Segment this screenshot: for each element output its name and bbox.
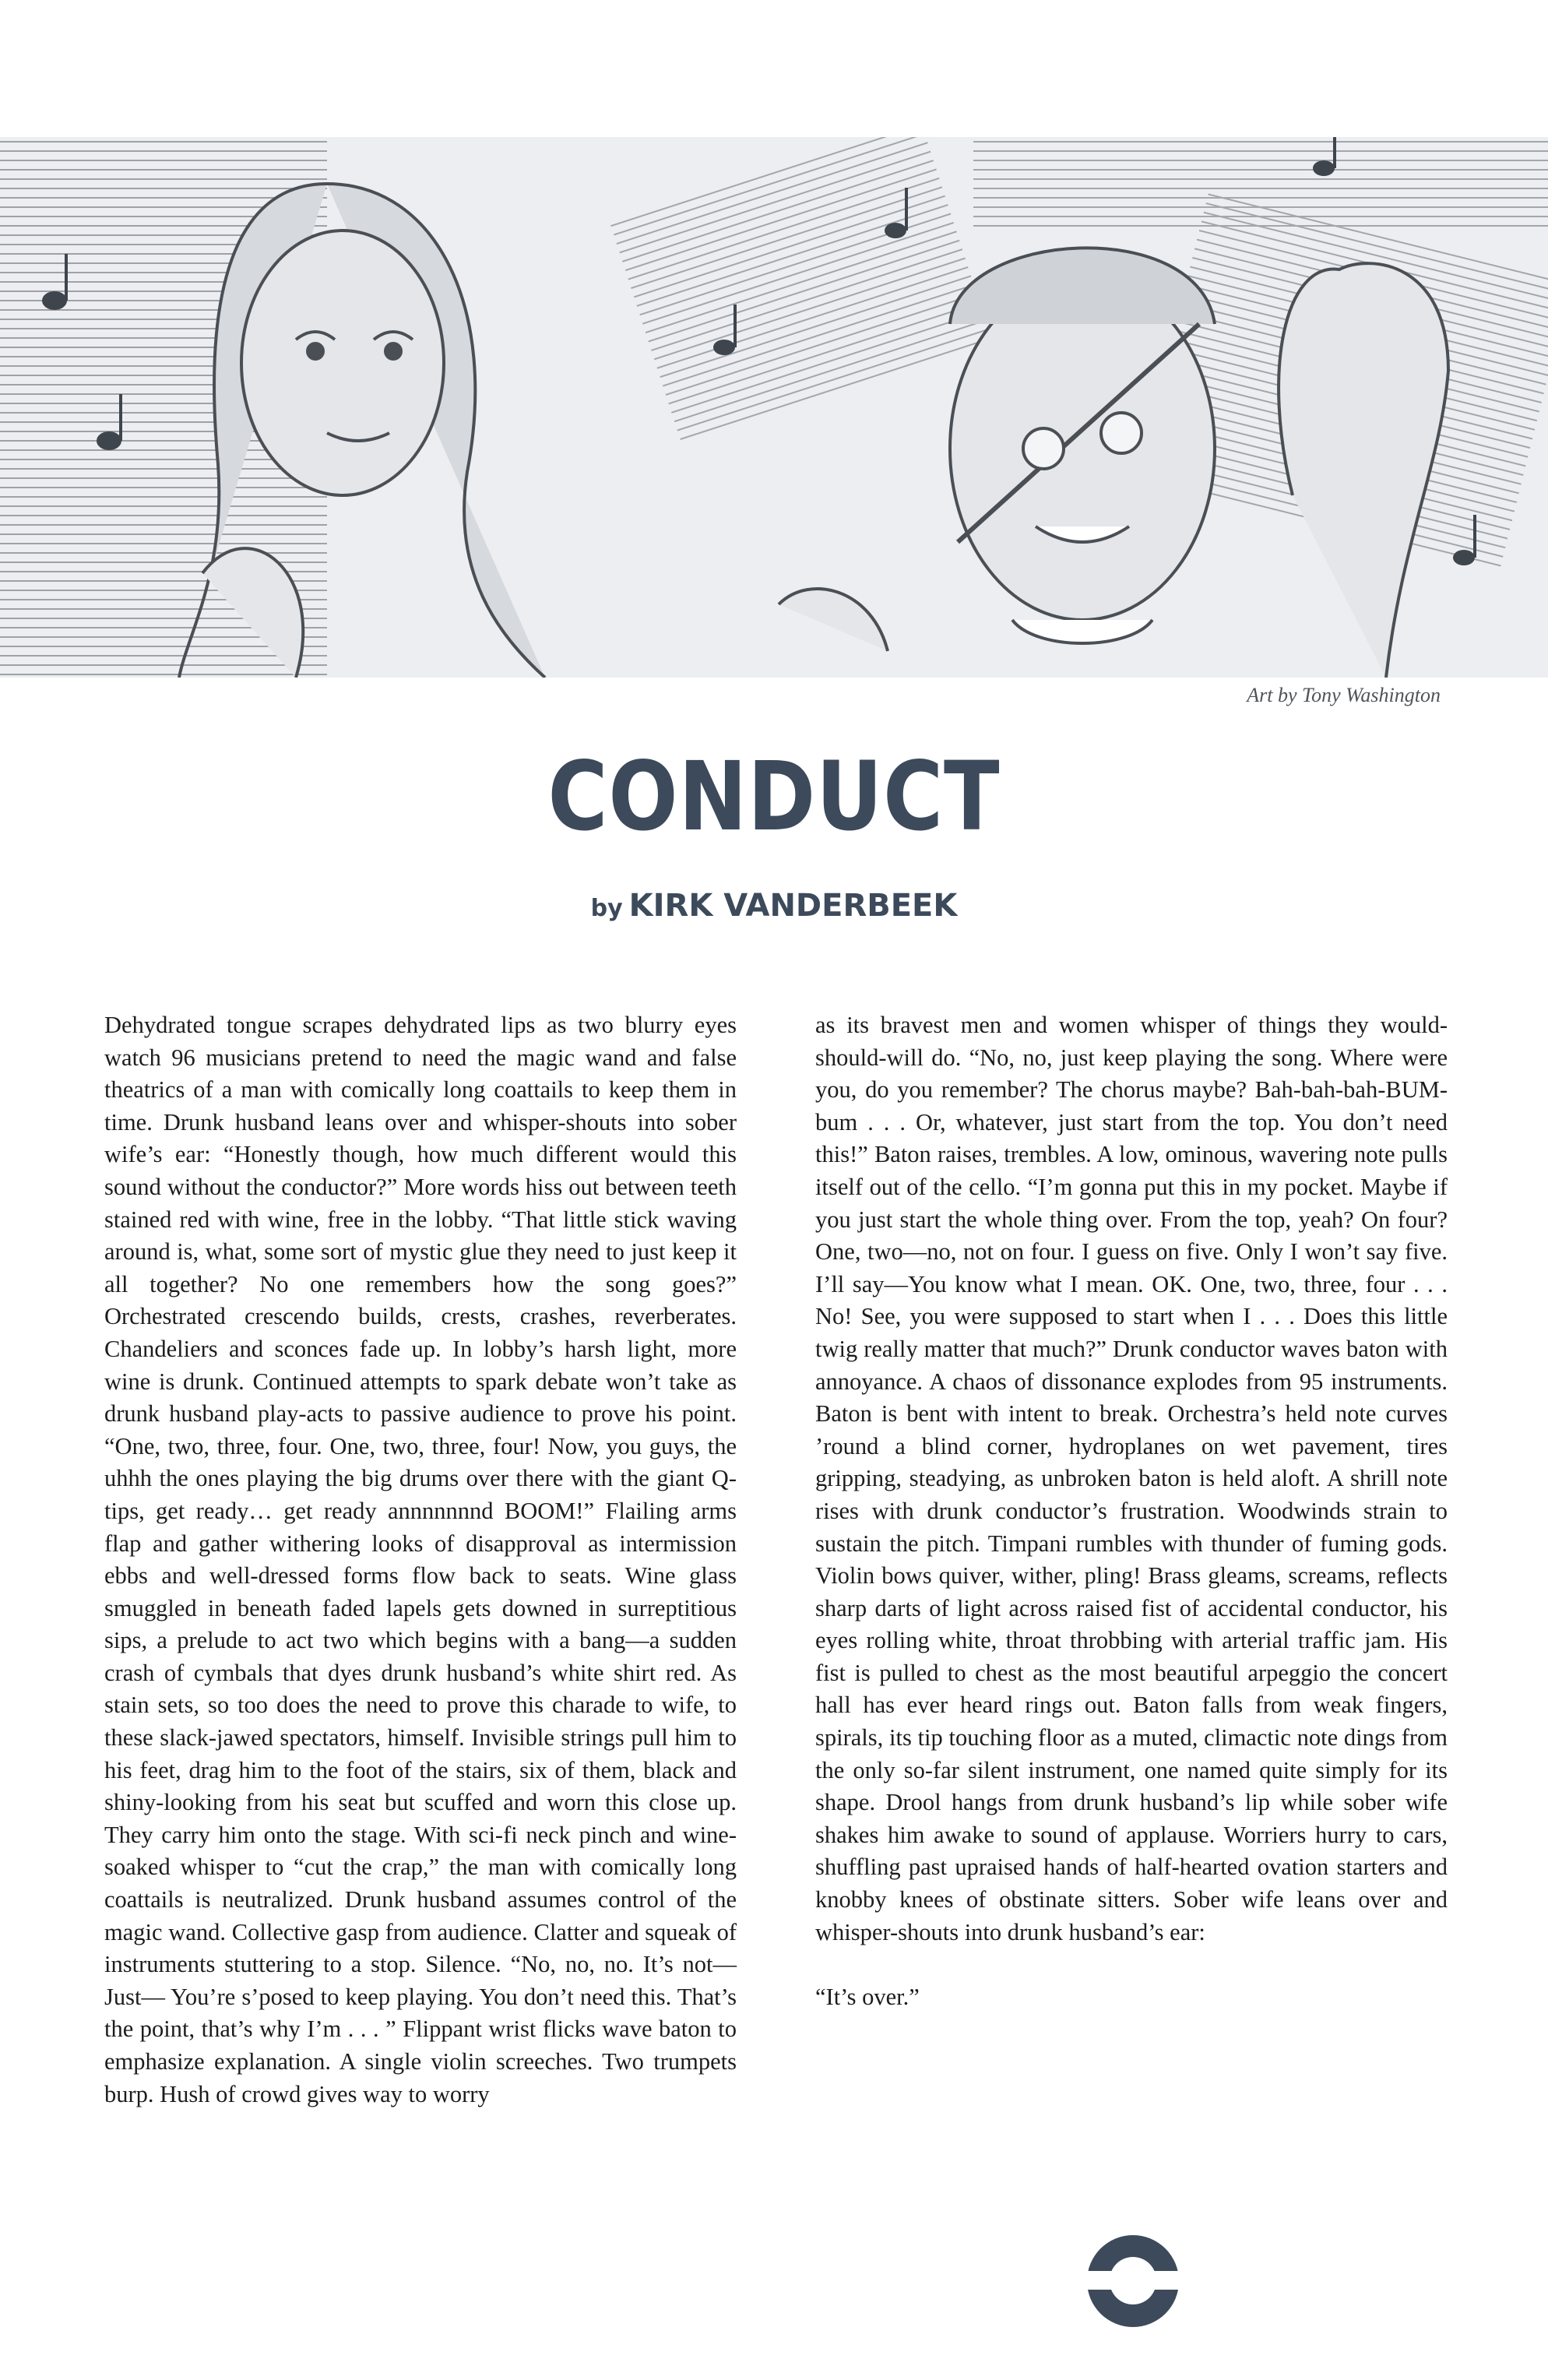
illustration [0,137,1548,678]
article-column-left [104,1009,737,2111]
article-column-right [815,1009,1448,2014]
byline [0,888,1548,924]
closing-quote: “It’s over.” [815,1984,920,2011]
body-text-left: Dehydrated tongue scrapes dehydrated lips as two blurry eyes watch 96 musicians pretend to need the magic wand and false theatrics of a man with comically long coattails to keep them in time. Drunk husband leans over and whisper-shouts into sober wife’s ear: “Honestly though, how much different would this sound without the conductor?” More words hiss out between teeth stained red with wine, free in the lobby. “That little stick waving around is, what, some sort of mystic glue they need to just keep it all together? No one remembers how the song goes?” Orchestrated crescendo builds, crests, crashes, reverberates. Chandeliers and sconces fade up. In lobby’s harsh light, more wine is drunk. Continued attempts to spark debate won’t take as drunk husband play-acts to passive audience to prove his point. “One, two, three, four. One, two, three, four! Now, you guys, the uhhh the ones playing the big drums over there with the giant Q-tips, get ready… get ready annnnnnnd BOOM!” Flailing arms flap and gather withering looks of disapproval as intermission ebbs and well-dressed forms flow back to seats. Wine glass smuggled in beneath faded lapels gets downed in surreptitious sips, a prelude to act two which begins with a bang—a sudden crash of cymbals that dyes drunk husband’s white shirt red. As stain sets, so too does the need to prove this charade to wife, to these slack-jawed spectators, himself. Invisible strings pull him to his feet, drag him to the foot of the stairs, six of them, black and shiny-looking from his seat but scuffed and worn this close up. They carry him onto the stage. With sci-fi neck pinch and wine-soaked whisper to “cut the crap,” the man with comically long coattails is neutralized. Drunk husband assumes control of the magic wand. Collective gasp from audience. Clatter and squeak of instruments stuttering to a stop. Silence. “No, no, no. It’s not—Just— You’re s’posed to keep playing. You don’t need this. That’s the point, that’s why I’m . . . ” Flippant wrist flicks wave baton to emphasize explanation. A single violin screeches. Two trumpets burp. Hush of crowd gives way to worry [104,1012,737,2107]
body-text-right: as its bravest men and women whisper of things they would-should-will do. “No, no, just keep playing the song. Where were you, do you remember? The chorus maybe? Bah-bah-bah-BUM-bum . . . Or, whatever, just start from the top. You don’t need this!” Baton raises, trembles. A low, ominous, wavering note pulls itself out of the cello. “I’m gonna put this in my pocket. Maybe if you just start the whole thing over. From the top, yeah? On four? One, two—no, not on four. I guess on five. Only I won’t say five. I’ll say—You know what I mean. OK. One, two, three, four . . . No! See, you were supposed to start when I . . . Does this little twig really matter that much?” Drunk conductor waves baton with annoyance. A chaos of dissonance explodes from 95 instruments. Baton is bent with intent to break. Orchestra’s held note curves ’round a blind corner, hydroplanes on wet pavement, tires gripping, steadying, as unbroken baton is held aloft. A shrill note rises with drunk conductor’s frustration. Woodwinds strain to sustain the pitch. Timpani rumbles with thunder of fuming gods. Violin bows quiver, wither, pling! Brass gleams, screams, reflects sharp darts of light across raised fist of accidental conductor, his eyes rolling white, throat throbbing with arterial traffic jam. His fist is pulled to chest as the most beautiful arpeggio the concert hall has ever heard rings out. Baton falls from weak fingers, spirals, its tip touching floor as a muted, climactic note dings from the only so-far silent instrument, one named quite simply for its shape. Drool hangs from drunk husband’s lip while sober wife shakes him awake to sound of applause. Worriers hurry to cars, shuffling past upraised hands of half-hearted ovation starters and knobby knees of obstinate sitters. Sober wife leans over and whisper-shouts into drunk husband’s ear: [815,1012,1448,1945]
end-mark-icon [1087,2235,1179,2327]
author-name: KIRK VANDERBEEK [628,888,958,924]
pencil-illustration-icon [0,137,1548,678]
art-credit: Art by Tony Washington [1247,684,1441,706]
article-title: CONDUCT [547,741,1001,852]
byline-prefix: by [590,895,623,922]
